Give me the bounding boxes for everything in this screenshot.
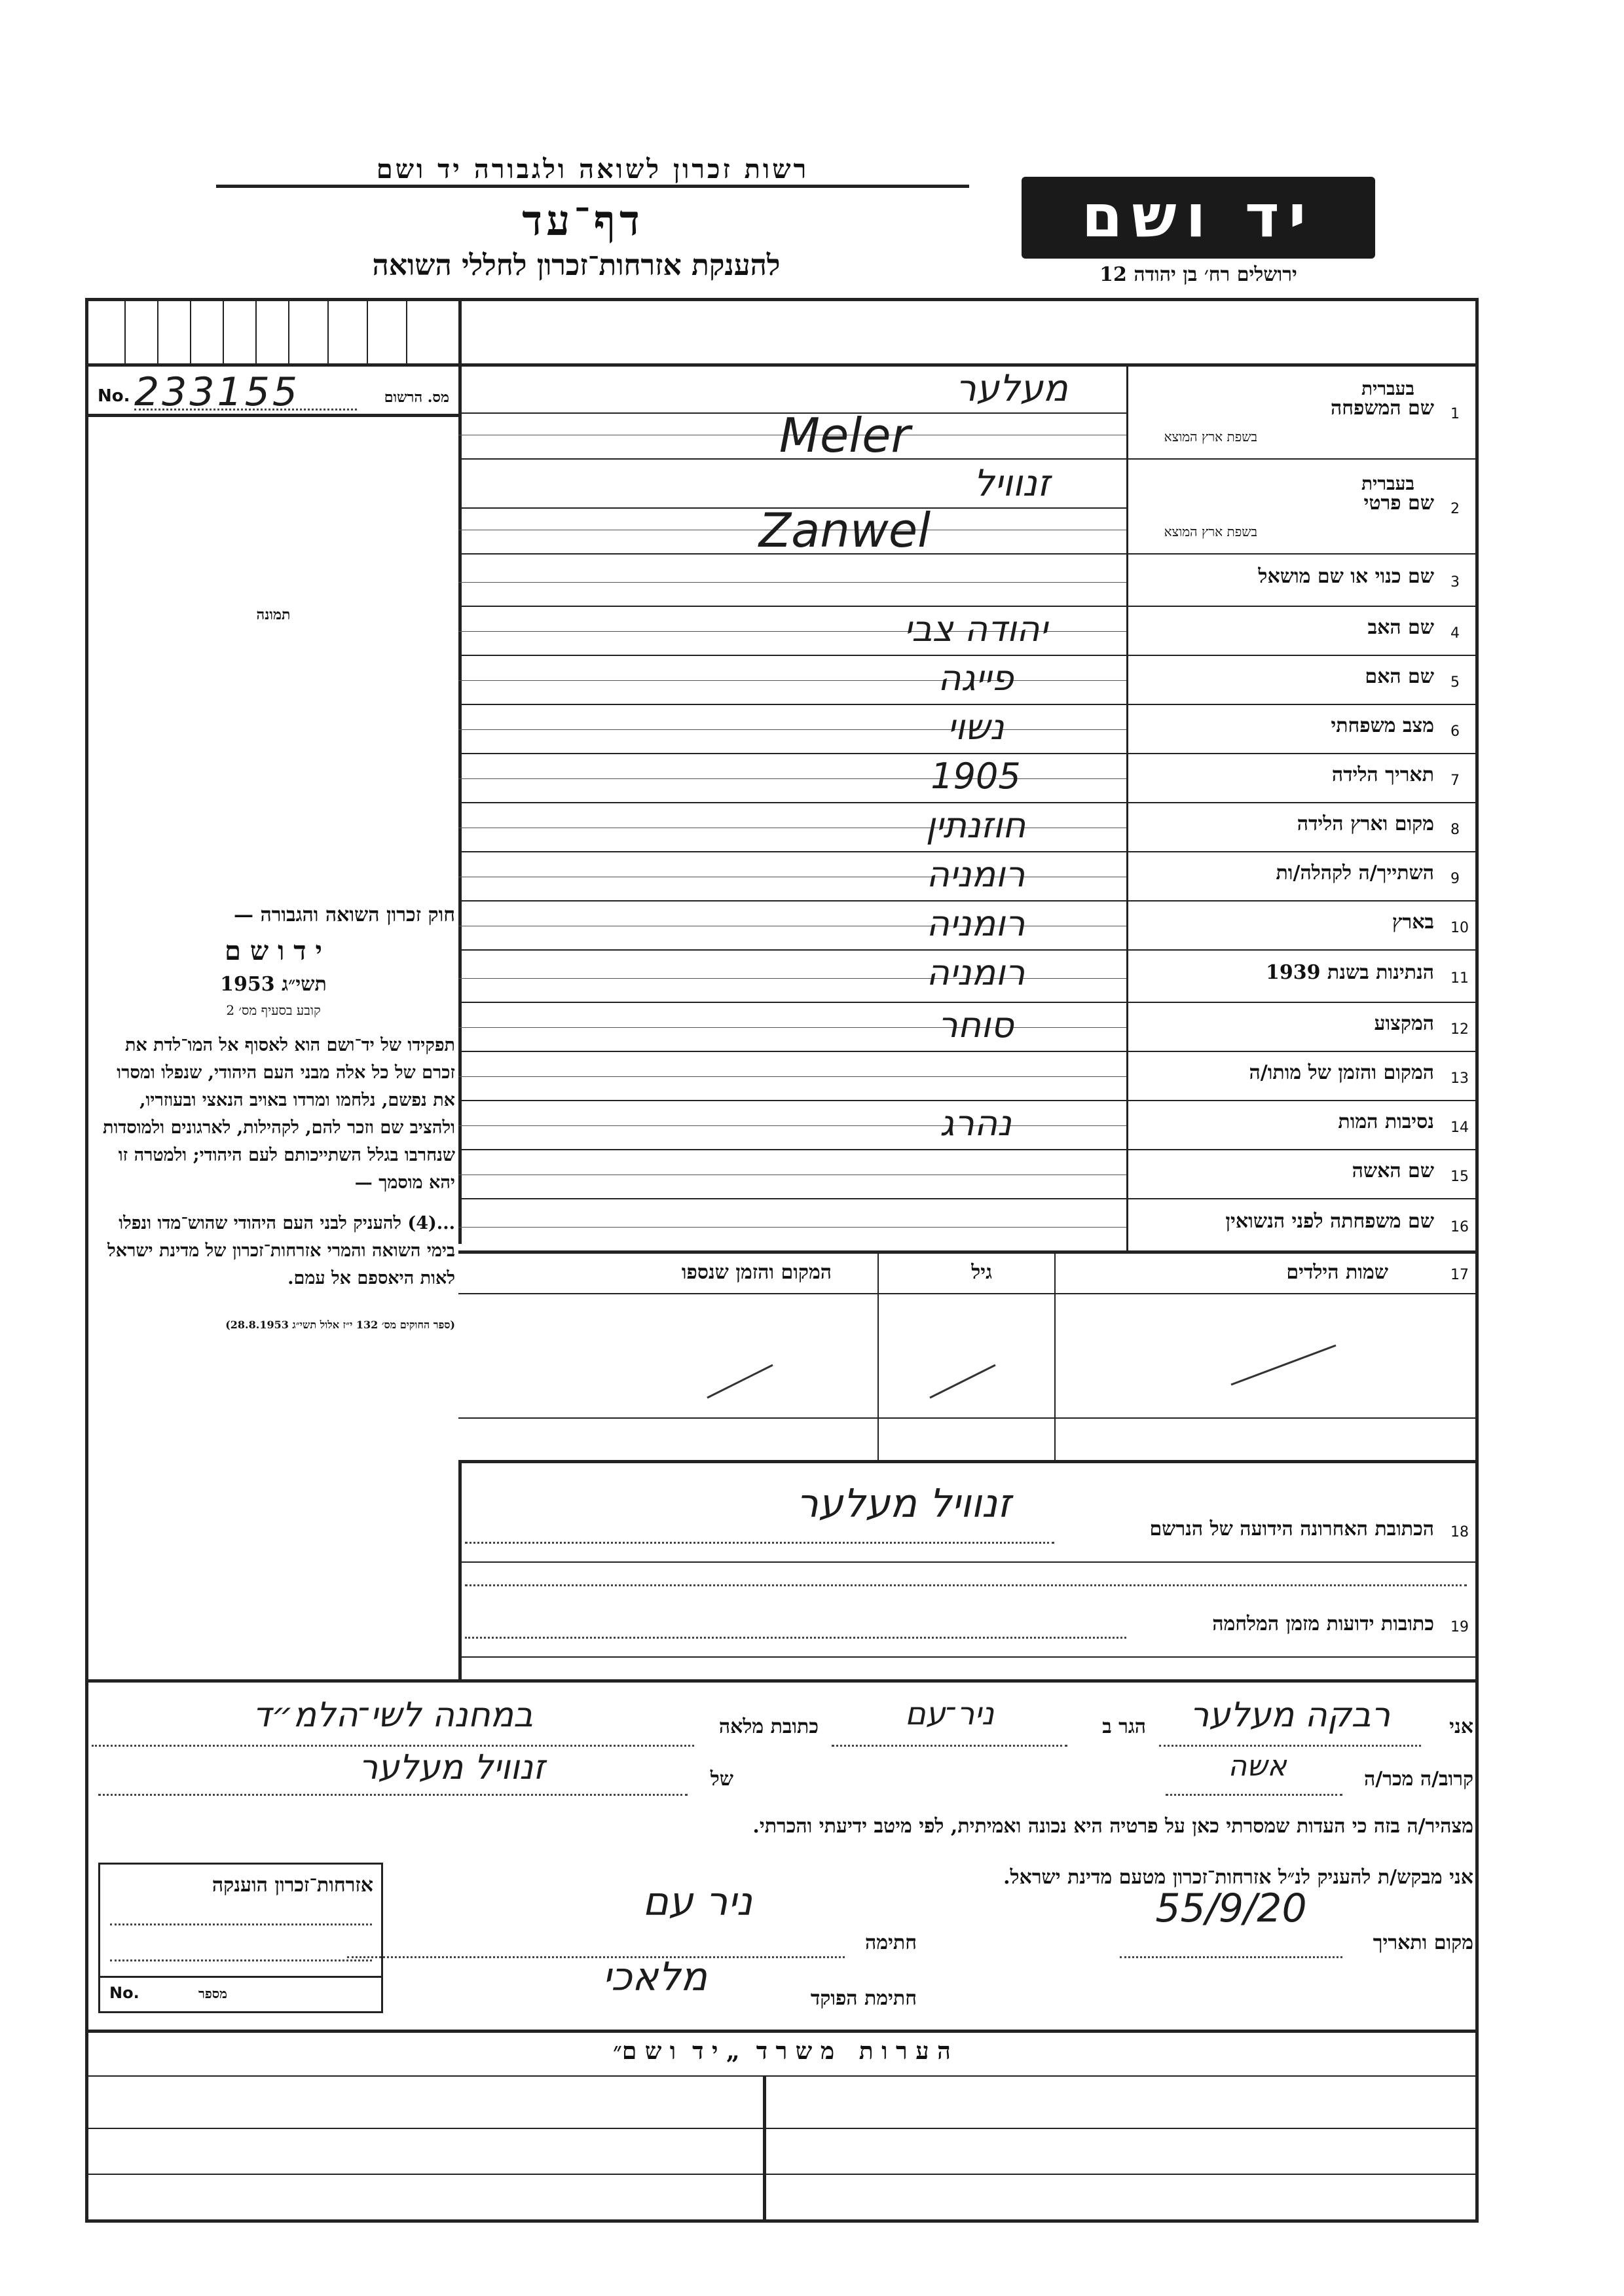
of-label: של [710,1768,733,1791]
divider [85,2174,1479,2175]
field-num-11: 11 [1450,970,1469,987]
divider [458,1460,462,1679]
field-num-4: 4 [1450,625,1460,642]
divider [223,298,224,363]
divider [190,298,191,363]
resides-value: ניר־עם [904,1696,995,1732]
relation-value: אשה [1228,1749,1287,1783]
award-no-label: No. [109,1984,139,2002]
form-subtitle: להענקת אזרחות־זכרון לחללי השואה [372,249,781,282]
registration-label: מס. הרשום [384,389,449,406]
divider [458,1250,1479,1254]
divider [85,2030,1479,2033]
divider [458,1460,1479,1463]
children-age-header: גיל [971,1261,992,1284]
ani-label: אני [1449,1715,1473,1738]
strike-line [930,1365,995,1398]
field-num-16: 16 [1450,1219,1469,1235]
law-clause: קובע בסעיף מס׳ 2 [226,1002,321,1018]
field-label-19: כתובות ידועות מזמן המלחמה [1212,1613,1434,1635]
registration-number [95,369,452,415]
row-divider [458,1100,1479,1101]
top-banner: רשות זכרון לשואה ולגבורה יד ושם [216,154,969,188]
field-label-7: תאריך הלידה [1331,763,1434,786]
divider [288,298,289,363]
no-label: No. [98,386,130,406]
field-value-18: זנוויל מעלער [796,1481,1011,1527]
field-label-10: בארץ [1392,910,1434,934]
field-value-10: רומניה [926,903,1025,944]
field-value-14: נהרג [940,1102,1012,1144]
law-block [92,903,455,1332]
address-label: כתובת מלאה [718,1715,819,1738]
officer-signature: מלאכי [602,1954,708,2000]
divider [458,1656,1479,1658]
row-guide [458,582,1126,583]
award-title: אזרחות־זכרון הוענקה [212,1874,373,1897]
signature-label: חתימה [865,1931,917,1954]
divider [367,298,368,363]
photo-area [88,416,458,835]
field-num-10: 10 [1450,919,1469,936]
divider [255,298,257,363]
row-divider [458,851,1479,852]
award-number-label: מספר [198,1986,227,2001]
row-divider [458,900,1479,902]
field-num-1: 1 [1450,405,1460,422]
award-box [98,1863,383,2013]
relation-label: קרוב/ה מכר/ה [1364,1768,1473,1791]
field-value-7: 1905 [931,756,1021,797]
row-divider [458,1198,1479,1199]
divider [124,298,126,363]
field-num-15: 15 [1450,1168,1469,1185]
divider [458,1417,1479,1419]
field-num-18: 18 [1450,1524,1469,1540]
field-value-12: סוחר [938,1004,1014,1046]
signature-value: ניר עם [642,1879,752,1925]
field-num-8: 8 [1450,821,1460,838]
office-notes-title: ה ע ר ו ת מ ש ר ד „ י ד ו ש ם״ [613,2037,951,2065]
divider [327,298,329,363]
children-names-header: שמות הילדים [1286,1261,1388,1284]
field-num-17: 17 [1450,1267,1469,1283]
form-title: דף־עד [522,196,644,246]
field-label-5: שם האם [1365,665,1434,688]
field-label-3: שם כנוי או שם מושאל [1258,565,1434,588]
field-num-13: 13 [1450,1070,1469,1087]
law-body: תפקידו של יד־ושם הוא לאסוף אל המו־לדת את זכרם של כל אלה מבני העם היהודי, שנפלו ומסרו את נפשם, נלחמו ומרדו באויב הנאצי ובעוזריו, ולהציב שם וזכר להם, לקהילות, לארגונים ולמוסדות שנחרבו בגלל השתייכותם לעם היהודי; ולמטרה זו יהא מוסמך — [103,1035,455,1193]
field-value-1: מעלער [955,367,1068,410]
place-date-value: 55/9/20 [1155,1886,1307,1931]
statement-1: מצהיר/ה בזה כי העדות שמסרתי כאן על פרטיה היא נכונה ואמיתית, לפי מיטב ידיעתי והכרתי. [752,1815,1473,1838]
field-label-2: שם פרטי [1363,491,1434,515]
field-num-19: 19 [1450,1619,1469,1635]
divider [458,1561,1479,1563]
field-num-7: 7 [1450,772,1460,789]
children-strike-lines [458,1293,1479,1417]
law-name: י ד ו ש ם [225,936,322,966]
row-divider [458,1051,1479,1052]
field-num-6: 6 [1450,723,1460,740]
field-num-12: 12 [1450,1021,1469,1038]
field-value-latin-1: Meler [779,408,911,463]
logo-address: ירושלים רח׳ בן יהודה 12 [1099,263,1297,286]
divider [1126,363,1128,1250]
field-num-2: 2 [1450,500,1460,517]
field-num-3: 3 [1450,574,1460,591]
divider [763,2075,766,2223]
row-divider [458,606,1479,607]
row-divider [458,949,1479,951]
field-value-4: יהודה צבי [904,608,1048,649]
field-value-latin-2: Zanwel [758,503,931,558]
field-sub-top-1: בעברית [1361,378,1414,399]
declarant-name: רבקה מעלער [1189,1696,1391,1735]
row-guide [458,1227,1126,1228]
field-label-15: שם האשה [1352,1159,1434,1182]
field-label-16: שם משפחתה לפני הנשואין [1225,1210,1434,1233]
field-value-2: זנוויל [973,462,1050,505]
field-value-11: רומניה [926,952,1025,993]
resides-label: הגר ב [1102,1715,1146,1738]
field-value-5: פייגה [938,657,1014,699]
divider [458,298,462,1244]
field-num-14: 14 [1450,1119,1469,1136]
address-value: במחנה לשי־הלמ״ד [252,1696,534,1735]
law-footnote: (ספר החוקים מס׳ 132 י״ז אלול תשי״ג 28.8.1953) [225,1319,455,1331]
strike-line [707,1365,773,1398]
row-divider [458,802,1479,803]
field-num-5: 5 [1450,674,1460,691]
field-label-18: הכתובת האחרונה הידועה של הנרשם [1149,1518,1434,1540]
field-label-13: המקום והזמן של מותו/ה [1249,1061,1434,1084]
field-sub-bottom-1: בשפת ארץ המוצא [1164,429,1257,445]
law-body-2: ...(4) להעניק לבני העם היהודי שהוש־מדו ונפלו בימי השואה והמרי אזרחות־זכרון של מדינת ישראל לאות היאספם אל עמם. [107,1213,455,1288]
divider [85,1679,1479,1683]
divider [85,2128,1479,2129]
logo-text: יד ושם [1081,182,1316,251]
field-sub-top-2: בעברית [1361,473,1414,494]
divider [85,363,1479,367]
registration-value: 233155 [134,369,301,415]
of-name: זנוויל מעלער [358,1748,545,1787]
officer-label: חתימת הפוקד [810,1987,917,2010]
field-label-6: מצב משפחתי [1331,714,1434,737]
photo-label: תמונה [256,606,291,623]
divider [85,2075,1479,2077]
field-value-9: רומניה [926,854,1025,895]
row-divider [458,1149,1479,1150]
field-label-1: שם המשפחה [1330,396,1434,420]
field-value-8: חוזנתין [925,805,1026,846]
yad-vashem-logo [1022,177,1375,259]
law-year: תשי״ג 1953 [220,973,327,996]
row-divider [458,655,1479,656]
field-label-14: נסיבות המות [1338,1110,1434,1133]
row-divider [458,1002,1479,1003]
field-label-9: השתייך/ה לקהלה/ות [1276,861,1434,884]
field-label-12: המקצוע [1374,1011,1434,1035]
field-label-11: הנתינות בשנת 1939 [1265,961,1434,984]
field-num-9: 9 [1450,870,1460,887]
field-label-4: שם האב [1367,615,1434,639]
strike-line [1231,1345,1336,1385]
law-heading: חוק זכרון השואה והגבורה — [234,903,455,926]
place-date-label: מקום ותאריך [1373,1931,1473,1954]
field-value-6: נשוי [947,706,1005,748]
divider [157,298,158,363]
field-label-8: מקום וארץ הלידה [1297,812,1434,835]
statement-2: אני מבקש/ת להעניק לנ״ל אזרחות־זכרון מטעם מדינת ישראל. [1003,1866,1473,1889]
row-divider [458,704,1479,705]
row-divider [458,753,1479,754]
field-sub-bottom-2: בשפת ארץ המוצא [1164,524,1257,539]
row-guide [458,1076,1126,1077]
divider [406,298,407,363]
children-place-header: המקום והזמן שנספו [681,1261,832,1284]
